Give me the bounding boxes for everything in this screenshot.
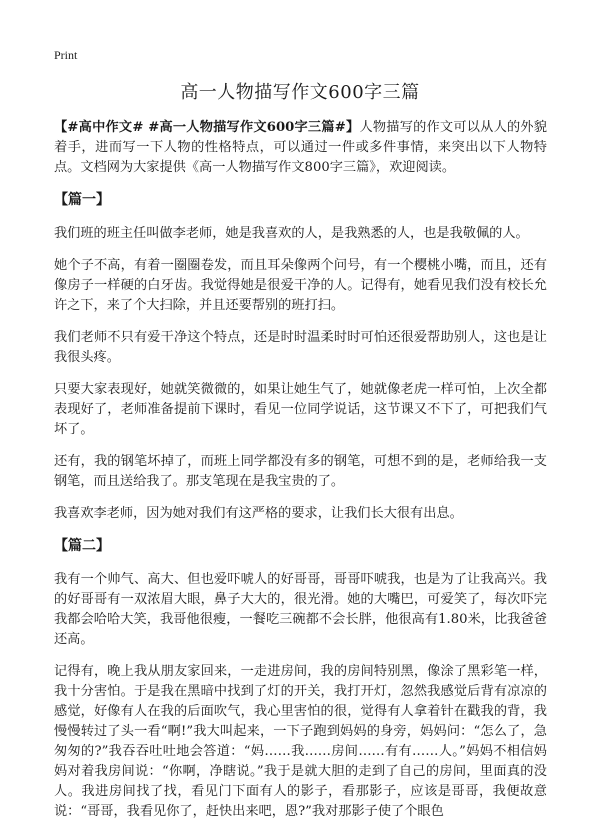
article-title: 高一人物描写作文600字三篇 bbox=[180, 82, 420, 103]
paragraph: 我有一个帅气、高大、但也爱吓唬人的好哥哥，哥哥吓唬我，也是为了让我高兴。我的好哥哥有一双浓眉大眼，鼻子大大的，很光滑。她的大嘴巴，可爱笑了，每次吓完我都会哈哈大笑，我哥他很瘦，一餐吃三碗都不会长胖，他很高有1.80米，比我爸爸还高。 bbox=[54, 572, 547, 647]
intro-tags: 【#高中作文# #高一人物描写作文600字三篇#】 bbox=[54, 120, 360, 135]
section-heading-2: 【篇二】 bbox=[54, 538, 110, 554]
intro-text: 人物描写的作文可以从人的外貌着手，进而写一下人物的性格特点，可以通过一件或多件事情，来突出以下人物特点。文档网为大家提供《高一人物描写作文800字三篇》，欢迎阅读。 bbox=[54, 120, 547, 175]
paragraph: 我喜欢李老师，因为她对我们有这严格的要求，让我们长大很有出息。 bbox=[54, 506, 463, 521]
print-link[interactable]: Print bbox=[54, 48, 78, 62]
paragraph: 只要大家表现好，她就笑微微的，如果让她生气了，她就像老虎一样可怕，上次全都表现好了，老师准备提前下课时，看见一位同学说话，这节课又不下了，可把我们气坏了。 bbox=[54, 382, 547, 437]
intro-paragraph bbox=[54, 118, 547, 178]
article-body bbox=[54, 118, 547, 834]
paragraph: 她个子不高，有着一圈圈卷发，而且耳朵像两个问号，有一个樱桃小嘴，而且，还有像房子一样硬的白牙齿。我觉得她是很爱干净的人。记得有，她看见我们没有校长允许之下，来了个大扫除，并且还要帮别的班打扫。 bbox=[54, 258, 547, 313]
paragraph: 我们班的班主任叫做李老师，她是我喜欢的人，是我熟悉的人，也是我敬佩的人。 bbox=[54, 226, 529, 241]
section-heading-1: 【篇一】 bbox=[54, 192, 110, 208]
paragraph: 记得有，晚上我从朋友家回来，一走进房间，我的房间特别黑，像涂了黑彩笔一样，我十分害怕。于是我在黑暗中找到了灯的开关，我打开灯，忽然我感觉后背有凉凉的感觉，好像有人在我的后面吹气，我心里害怕的很，觉得有人拿着针在戳我的背，我慢慢转过了头一看“啊!”我大叫起来，一下子跑到妈妈的身旁，妈妈问：“怎么了，急匆匆的?”我吞吞吐吐地会答道：“妈……我……房间……有有……人。”妈妈不相信妈妈对着我房间说：“你啊，净瞎说。”我于是就大胆的走到了自己的房间，里面真的没人。我进房间找了找，看见门下面有人的影子，看那影子，应该是哥哥，我便故意说：“哥哥，我看见你了，赶快出来吧，恩?”我对那影子使了个眼色 bbox=[54, 664, 547, 819]
paragraph: 我们老师不只有爱干净这个特点，还是时时温柔时时可怕还很爱帮助别人，这也是让我很头疼。 bbox=[54, 330, 547, 365]
paragraph: 还有，我的钢笔坏掉了，而班上同学都没有多的钢笔，可想不到的是，老师给我一支钢笔，而且送给我了。那支笔现在是我宝贵的了。 bbox=[54, 454, 547, 489]
